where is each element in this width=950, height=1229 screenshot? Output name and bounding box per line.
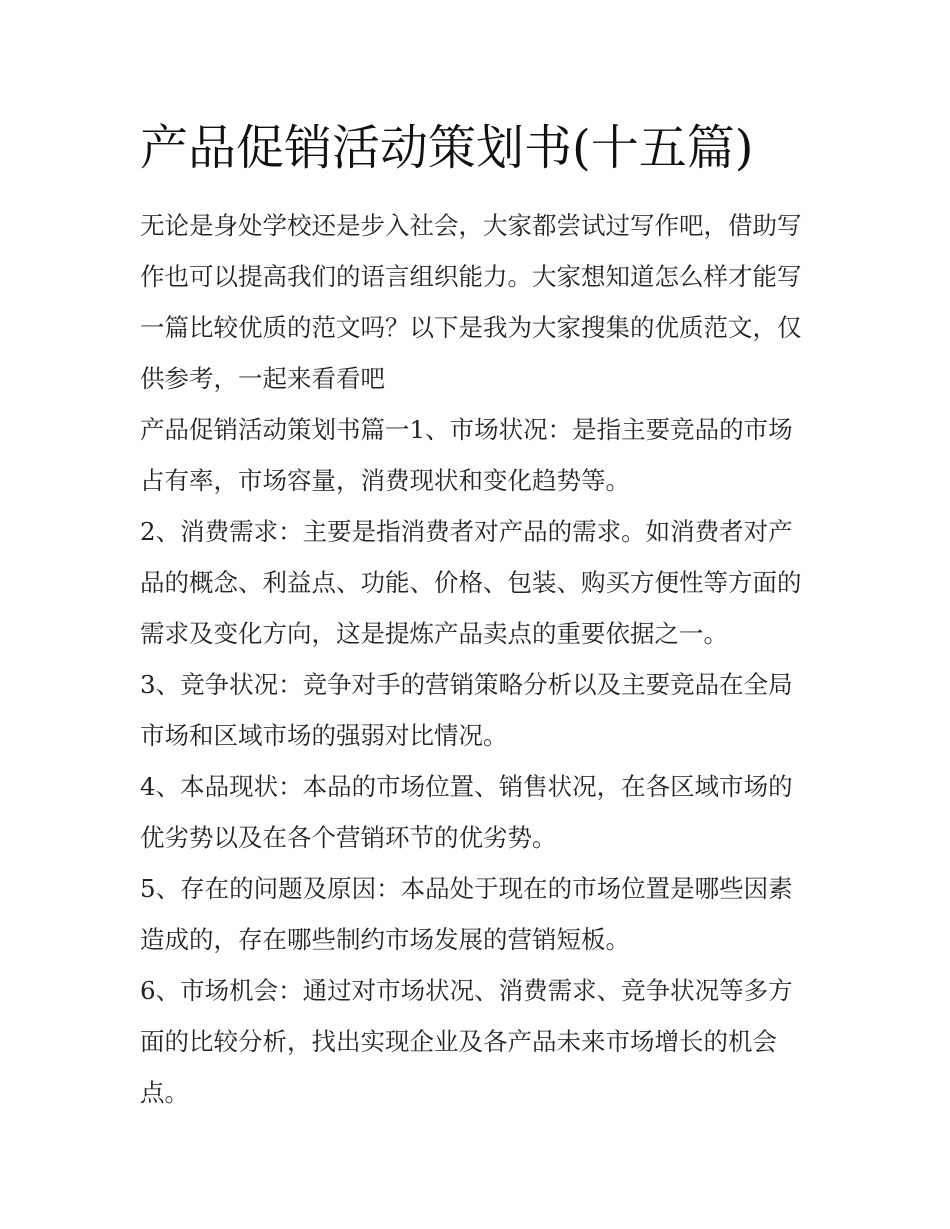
section-product-status: 4、本品现状：本品的市场位置、销售状况，在各区域市场的优劣势以及在各个营销环节的优劣势。 xyxy=(140,772,793,852)
document-body xyxy=(140,200,812,1118)
document-title: 产品促销活动策划书(十五篇) xyxy=(140,120,754,176)
section-market-opportunity: 6、市场机会：通过对市场状况、消费需求、竞争状况等多方面的比较分析，找出实现企业及各产品未来市场增长的机会点。 xyxy=(140,976,793,1107)
section-problems: 5、存在的问题及原因：本品处于现在的市场位置是哪些因素造成的，存在哪些制约市场发展的营销短板。 xyxy=(140,874,793,954)
intro-paragraph: 无论是身处学校还是步入社会，大家都尝试过写作吧，借助写作也可以提高我们的语言组织能力。大家想知道怎么样才能写一篇比较优质的范文吗？以下是我为大家搜集的优质范文，仅供参考，一起来看看吧 xyxy=(140,211,802,393)
section-consumer-demand: 2、消费需求：主要是指消费者对产品的需求。如消费者对产品的概念、利益点、功能、价格、包装、购买方便性等方面的需求及变化方向，这是提炼产品卖点的重要依据之一。 xyxy=(140,517,802,648)
section-competition: 3、竞争状况：竞争对手的营销策略分析以及主要竞品在全局市场和区域市场的强弱对比情况。 xyxy=(140,670,793,750)
section-market-status: 产品促销活动策划书篇一1、市场状况：是指主要竞品的市场占有率，市场容量，消费现状和变化趋势等。 xyxy=(140,415,793,495)
